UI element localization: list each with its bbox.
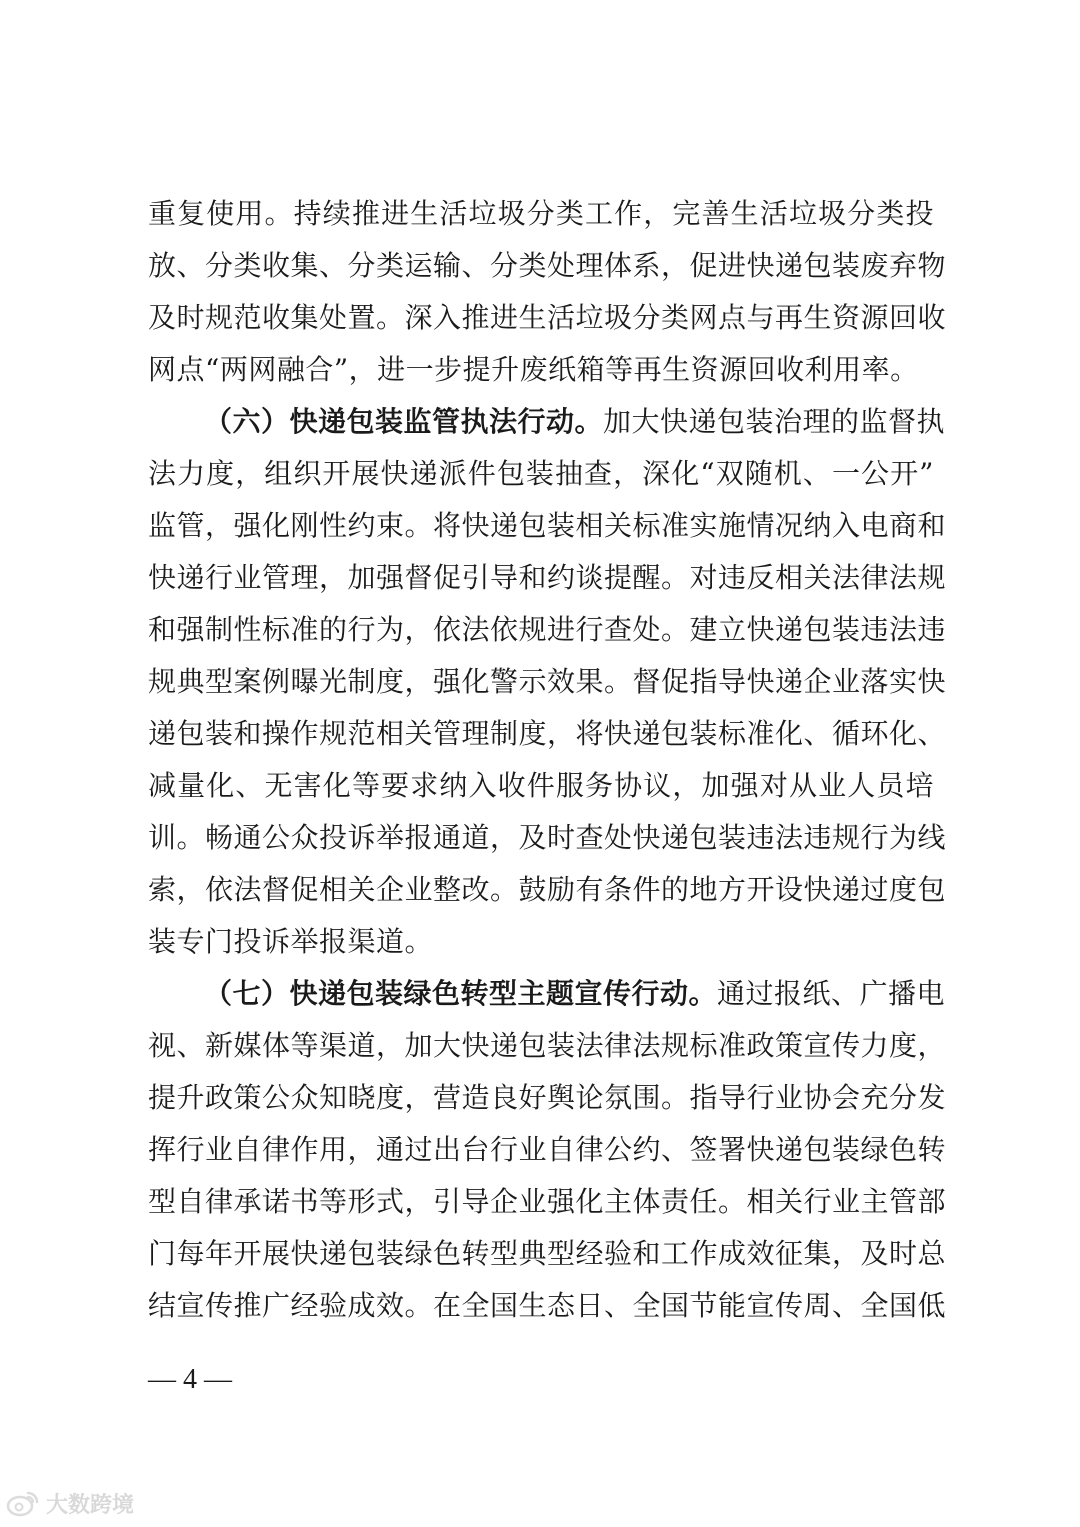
text-line: 型自律承诺书等形式，引导企业强化主体责任。相关行业主管部 [148, 1185, 947, 1218]
section-7-first-line [204, 974, 946, 1014]
text-line: 放、分类收集、分类运输、分类处理体系，促进快递包装废弃物 [148, 249, 947, 282]
text-line: 结宣传推广经验成效。在全国生态日、全国节能宣传周、全国低 [148, 1289, 947, 1322]
text-line: 快递行业管理，加强督促引导和约谈提醒。对违反相关法律法规 [148, 561, 947, 594]
text-line: 网点“两网融合”，进一步提升废纸箱等再生资源回收利用率。 [148, 353, 919, 386]
text-line: 索，依法督促相关企业整改。鼓励有条件的地方开设快递过度包 [148, 873, 947, 906]
watermark-label: 大数跨境 [46, 1492, 135, 1518]
text-line: 法力度，组织开展快递派件包装抽查，深化“双随机、一公开” [148, 457, 934, 490]
text-line: 及时规范收集处置。深入推进生活垃圾分类网点与再生资源回收 [148, 301, 947, 334]
text-line: 递包装和操作规范相关管理制度，将快递包装标准化、循环化、 [148, 717, 947, 750]
text-line: 装专门投诉举报渠道。 [148, 925, 434, 958]
section-7-heading: （七）快递包装绿色转型主题宣传行动。 [204, 977, 718, 1010]
weibo-logo-icon [6, 1489, 40, 1517]
page-number: — 4 — [148, 1364, 232, 1395]
text-line: 视、新媒体等渠道，加大快递包装法律法规标准政策宣传力度， [148, 1029, 947, 1062]
section-6-text: 加大快递包装治理的监督执 [603, 405, 946, 438]
text-line: 减量化、无害化等要求纳入收件服务协议，加强对从业人员培 [148, 769, 934, 802]
text-line: 提升政策公众知晓度，营造良好舆论氛围。指导行业协会充分发 [148, 1081, 947, 1114]
text-line: 规典型案例曝光制度，强化警示效果。督促指导快递企业落实快 [148, 665, 947, 698]
text-line: 重复使用。持续推进生活垃圾分类工作，完善生活垃圾分类投 [148, 197, 934, 230]
section-6-first-line [204, 402, 946, 442]
section-6-heading: （六）快递包装监管执法行动。 [204, 405, 604, 438]
section-7-text: 通过报纸、广播电 [717, 977, 946, 1010]
text-line: 监管，强化刚性约束。将快递包装相关标准实施情况纳入电商和 [148, 509, 947, 542]
text-line: 门每年开展快递包装绿色转型典型经验和工作成效征集，及时总 [148, 1237, 947, 1270]
text-line: 挥行业自律作用，通过出台行业自律公约、签署快递包装绿色转 [148, 1133, 947, 1166]
watermark [6, 1486, 134, 1520]
text-line: 训。畅通公众投诉举报通道，及时查处快递包装违法违规行为线 [148, 821, 947, 854]
text-line: 和强制性标准的行为，依法依规进行查处。建立快递包装违法违 [148, 613, 947, 646]
